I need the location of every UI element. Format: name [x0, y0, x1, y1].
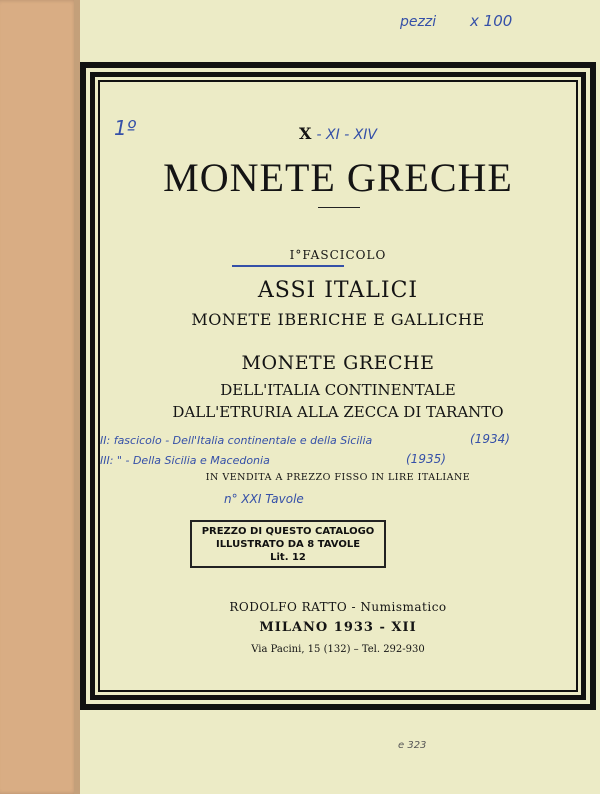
subtitle-monete-greche: MONETE GRECHE — [241, 352, 435, 374]
catalogue-title: MONETE GRECHE — [163, 155, 513, 200]
cover-content — [100, 82, 576, 690]
spine-strip — [0, 0, 78, 794]
price-line-1: PREZZO DI QUESTO CATALOGO — [201, 526, 375, 537]
series-x: X — [299, 124, 312, 143]
handwritten-number-mark: 1º — [114, 116, 137, 140]
subtitle-etruria: DALL'ETRURIA ALLA ZECCA DI TARANTO — [172, 403, 504, 421]
price-box — [190, 520, 386, 568]
subtitle-italia: DELL'ITALIA CONTINENTALE — [220, 381, 456, 399]
subtitle-assi-italici: ASSI ITALICI — [257, 278, 419, 303]
handwritten-tavole: n° XXI Tavole — [224, 492, 304, 506]
title-rule — [318, 207, 360, 208]
publisher: RODOLFO RATTO - Numismatico — [229, 600, 447, 614]
handwritten-year-ii: (1934) — [470, 432, 510, 446]
price-line-3: Lit. 12 — [270, 552, 306, 563]
handwritten-bottom-note: e 323 — [398, 740, 427, 751]
address: Via Pacini, 15 (132) – Tel. 292-930 — [251, 644, 425, 655]
handwritten-pezzi: pezzi — [400, 14, 437, 30]
handwritten-series-numbers: - XI - XIV — [316, 127, 377, 143]
subtitle-iberiche: MONETE IBERICHE E GALLICHE — [191, 310, 485, 329]
handwritten-count: x 100 — [470, 12, 513, 30]
sale-note: IN VENDITA A PREZZO FISSO IN LIRE ITALIANE — [205, 472, 471, 483]
handwritten-fascicolo-iii: III: " - Della Sicilia e Macedonia — [100, 454, 270, 467]
price-line-2: ILLUSTRATO DA 8 TAVOLE — [215, 539, 361, 550]
handwritten-fascicolo-ii: II: fascicolo - Dell'Italia continentale e della Sicilia — [100, 434, 373, 447]
handwritten-year-iii: (1935) — [406, 452, 446, 466]
city-year: MILANO 1933 - XII — [259, 620, 417, 635]
series-line — [100, 124, 576, 143]
fascicolo-label: I°FASCICOLO — [289, 248, 387, 262]
handwritten-underline — [232, 265, 344, 267]
